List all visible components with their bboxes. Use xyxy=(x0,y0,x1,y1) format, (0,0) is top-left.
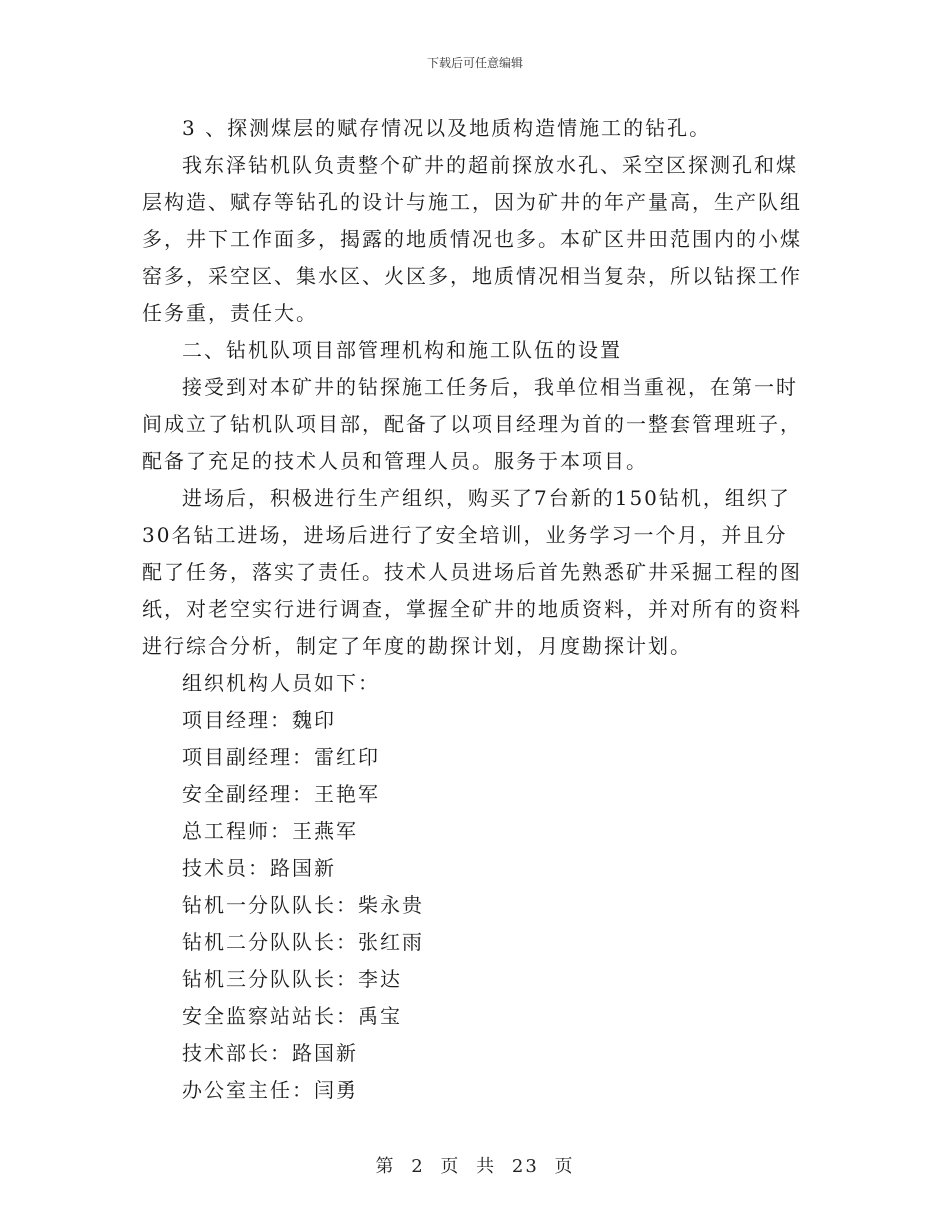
org-list-item: 钻机一分队队长：柴永贵 xyxy=(182,893,424,917)
paragraph-2: 我东泽钻机队负责整个矿井的超前探放水孔、采空区探测孔和煤层构造、赋存等钻孔的设计与施工，因为矿井的年产量高，生产队组多，井下工作面多，揭露的地质情况也多。本矿区井田范围内的小煤窑多，采空区、集水区、火区多，地质情况相当复杂，所以钻探工作任务重，责任大。 xyxy=(142,153,802,325)
paragraph-4: 进场后，积极进行生产组织，购买了7台新的150钻机，组织了30名钻工进场，进场后进行了安全培训，业务学习一个月，并且分配了任务，落实了责任。技术人员进场后首先熟悉矿井采掘工程的图纸，对老空实行进行调查，掌握全矿井的地质资料，并对所有的资料进行综合分析，制定了年度的勘探计划，月度勘探计划。 xyxy=(142,486,802,658)
org-list-item: 总工程师：王燕军 xyxy=(182,819,358,843)
org-list-item: 技术员：路国新 xyxy=(182,856,336,880)
paragraph-3: 接受到对本矿井的钻探施工任务后，我单位相当重视，在第一时间成立了钻机队项目部，配备了以项目经理为首的一整套管理班子，配备了充足的技术人员和管理人员。服务于本项目。 xyxy=(142,375,802,473)
org-list-item: 钻机三分队队长：李达 xyxy=(182,967,402,991)
footer-label-total: 共 xyxy=(476,1156,497,1177)
paragraph-1: 3 、探测煤层的赋存情况以及地质构造情施工的钻孔。 xyxy=(182,116,712,140)
footer-label-ye2: 页 xyxy=(554,1156,575,1177)
footer-label-ye: 页 xyxy=(440,1156,461,1177)
page-footer xyxy=(0,1152,950,1178)
org-list-item: 项目副经理：雷红印 xyxy=(182,745,380,769)
org-list-item: 技术部长：路国新 xyxy=(182,1041,358,1065)
footer-current-page: 2 xyxy=(411,1156,425,1177)
footer-label-page: 第 xyxy=(375,1156,396,1177)
footer-total-pages: 23 xyxy=(511,1156,539,1177)
org-list-item: 安全副经理：王艳军 xyxy=(182,782,380,806)
org-list-item: 钻机二分队队长：张红雨 xyxy=(182,930,424,954)
org-list-item: 办公室主任：闫勇 xyxy=(182,1078,358,1102)
org-list-item: 安全监察站站长：禹宝 xyxy=(182,1004,402,1028)
org-intro: 组织机构人员如下： xyxy=(182,671,380,695)
page-header-note: 下载后可任意编辑 xyxy=(426,56,523,70)
document-body xyxy=(142,110,802,1109)
section-heading: 二、钻机队项目部管理机构和施工队伍的设置 xyxy=(182,338,622,362)
org-list-item: 项目经理：魏印 xyxy=(182,708,336,732)
